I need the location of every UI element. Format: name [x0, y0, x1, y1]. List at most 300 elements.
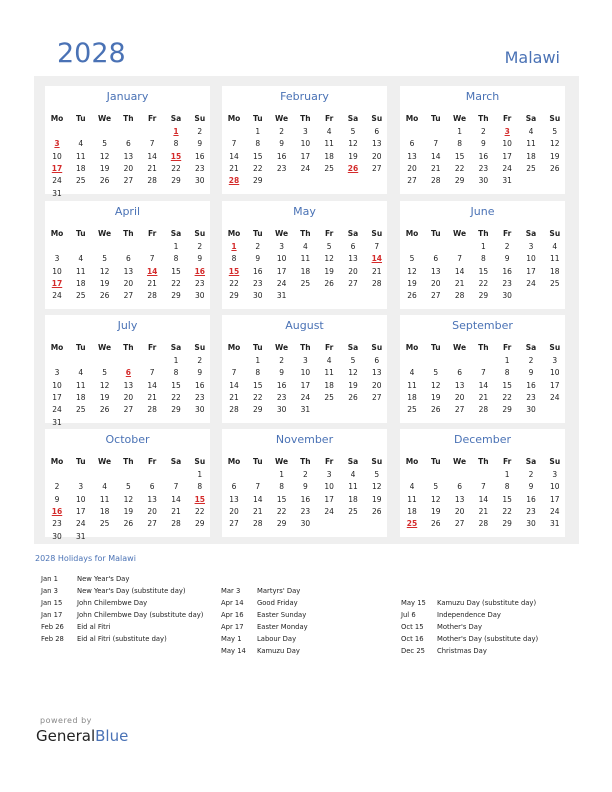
month-october: [45, 429, 210, 541]
day-cell: 4: [326, 356, 332, 365]
day-cell: 24: [276, 278, 287, 288]
day-cell: 18: [324, 151, 334, 161]
holiday-date: 16: [51, 506, 63, 516]
day-cell: 22: [171, 163, 181, 173]
day-cell: 18: [76, 163, 86, 173]
day-cell: 9: [279, 368, 284, 378]
weekday-header: We: [275, 343, 289, 352]
brand-general: General: [36, 727, 96, 745]
holiday-date-label: Feb 26: [41, 623, 64, 631]
day-cell: 18: [324, 380, 334, 390]
day-cell: 10: [550, 482, 560, 492]
weekday-header: Su: [549, 343, 561, 352]
day-cell: 7: [255, 482, 261, 492]
day-cell: 9: [197, 254, 203, 264]
day-cell: 18: [99, 506, 110, 516]
day-cell: 18: [550, 266, 560, 276]
day-cell: 20: [372, 151, 382, 161]
day-cell: 28: [229, 405, 239, 415]
weekday-header: Su: [371, 343, 383, 352]
day-cell: 31: [550, 519, 560, 529]
day-cell: 29: [253, 176, 263, 186]
day-cell: 23: [502, 278, 512, 288]
weekday-header: Tu: [75, 343, 86, 352]
day-cell: 30: [526, 405, 536, 415]
day-cell: 18: [407, 506, 417, 516]
day-cell: 25: [99, 519, 110, 529]
day-cell: 2: [528, 356, 534, 365]
day-cell: 30: [300, 519, 311, 529]
day-cell: 4: [78, 139, 84, 149]
day-cell: 7: [481, 482, 486, 492]
holiday-name-label: New Year's Day: [77, 575, 130, 583]
month-name: December: [453, 433, 512, 446]
day-cell: 27: [454, 519, 465, 529]
weekday-header: Tu: [75, 457, 86, 466]
weekday-header: Th: [300, 229, 311, 238]
day-cell: 4: [350, 470, 356, 479]
day-cell: 21: [454, 278, 465, 288]
day-cell: 8: [173, 139, 179, 149]
brand-blue: Blue: [95, 727, 129, 745]
day-cell: 26: [99, 176, 110, 186]
day-cell: 5: [350, 127, 356, 136]
day-cell: 13: [147, 494, 157, 504]
day-cell: 16: [195, 380, 205, 390]
weekday-header: We: [98, 343, 112, 352]
month-july: [45, 315, 210, 427]
weekday-header: We: [98, 457, 112, 466]
day-cell: 5: [552, 127, 558, 136]
day-cell: 25: [76, 176, 86, 186]
day-cell: 4: [409, 368, 415, 378]
day-cell: 12: [123, 494, 134, 504]
day-cell: 8: [504, 482, 510, 492]
day-cell: 7: [231, 139, 237, 149]
day-cell: 21: [431, 163, 441, 173]
day-cell: 21: [372, 266, 382, 276]
day-cell: 5: [350, 356, 356, 365]
day-cell: 20: [348, 266, 358, 276]
weekday-header: Tu: [252, 114, 263, 123]
holiday-name-label: Easter Monday: [257, 623, 308, 631]
day-cell: 28: [478, 519, 489, 529]
day-cell: 24: [300, 392, 311, 402]
day-cell: 2: [197, 127, 203, 136]
day-cell: 7: [457, 254, 462, 264]
weekday-header: Sa: [170, 343, 182, 352]
day-cell: 30: [276, 405, 287, 415]
day-cell: 6: [457, 368, 462, 378]
day-cell: 20: [431, 278, 441, 288]
day-cell: 28: [372, 278, 382, 288]
weekday-header: Fr: [148, 114, 157, 123]
holiday-date-label: Dec 25: [401, 647, 425, 655]
day-cell: 11: [348, 482, 358, 492]
day-cell: 10: [52, 266, 62, 276]
day-cell: 29: [276, 519, 287, 529]
weekday-header: Tu: [252, 343, 263, 352]
day-cell: 22: [171, 392, 181, 402]
day-cell: 1: [173, 242, 179, 251]
day-cell: 6: [374, 127, 380, 136]
day-cell: 21: [253, 506, 263, 516]
day-cell: 25: [76, 405, 86, 415]
day-cell: 28: [147, 291, 157, 301]
weekday-header: Fr: [325, 457, 334, 466]
day-cell: 23: [52, 519, 62, 529]
holiday-date: 15: [228, 266, 240, 276]
day-cell: 25: [300, 278, 311, 288]
weekday-header: Tu: [430, 343, 441, 352]
day-cell: 13: [372, 139, 382, 149]
day-cell: 5: [433, 368, 439, 378]
weekday-header: Mo: [50, 229, 64, 238]
weekday-header: Fr: [148, 343, 157, 352]
month-june: [400, 201, 565, 309]
holidays-title: 2028 Holidays for Malawi: [35, 554, 136, 563]
day-cell: 31: [502, 176, 512, 186]
day-cell: 23: [276, 163, 287, 173]
day-cell: 20: [372, 380, 382, 390]
day-cell: 21: [478, 506, 489, 516]
weekday-header: Sa: [170, 457, 182, 466]
weekday-header: Su: [549, 114, 561, 123]
day-cell: 20: [123, 392, 134, 402]
weekday-header: We: [98, 114, 112, 123]
day-cell: 14: [478, 494, 489, 504]
day-cell: 18: [76, 278, 86, 288]
day-cell: 21: [147, 163, 157, 173]
day-cell: 5: [374, 470, 380, 479]
day-cell: 29: [502, 405, 512, 415]
day-cell: 22: [253, 163, 263, 173]
holiday-name-label: Kamuzu Day: [257, 647, 300, 655]
day-cell: 5: [126, 482, 131, 492]
day-cell: 11: [300, 254, 311, 264]
holiday-name-label: Good Friday: [257, 599, 298, 607]
month-name: March: [465, 90, 500, 103]
weekday-header: We: [453, 343, 467, 352]
day-cell: 30: [478, 176, 489, 186]
month-january: [45, 86, 210, 198]
day-cell: 3: [54, 368, 60, 378]
day-cell: 6: [350, 242, 356, 251]
weekday-header: Su: [371, 457, 383, 466]
day-cell: 26: [324, 278, 334, 288]
day-cell: 26: [431, 405, 441, 415]
weekday-header: Sa: [170, 229, 182, 238]
day-cell: 28: [253, 519, 263, 529]
day-cell: 20: [123, 278, 134, 288]
day-cell: 23: [478, 163, 489, 173]
month-april: [45, 201, 210, 309]
weekday-header: Tu: [75, 229, 86, 238]
weekday-header: Su: [194, 114, 206, 123]
holiday-date: 26: [347, 163, 359, 173]
holiday-name-label: John Chilembwe Day (substitute day): [77, 611, 204, 619]
weekday-header: Sa: [170, 114, 182, 123]
day-cell: 15: [502, 380, 512, 390]
weekday-header: Fr: [503, 457, 512, 466]
day-cell: 29: [171, 291, 181, 301]
day-cell: 7: [173, 482, 179, 492]
day-cell: 30: [526, 519, 536, 529]
day-cell: 5: [433, 482, 439, 492]
weekday-header: We: [453, 457, 467, 466]
day-cell: 3: [303, 356, 308, 365]
day-cell: 8: [504, 368, 510, 378]
month-name: September: [452, 319, 513, 332]
day-cell: 22: [502, 392, 512, 402]
day-cell: 11: [407, 494, 417, 504]
day-cell: 31: [52, 417, 62, 427]
day-cell: 20: [229, 506, 239, 516]
month-name: May: [293, 205, 316, 218]
day-cell: 19: [407, 278, 417, 288]
holiday-date: 1: [173, 127, 179, 136]
day-cell: 30: [253, 291, 263, 301]
day-cell: 13: [123, 380, 134, 390]
day-cell: 15: [253, 151, 263, 161]
day-cell: 23: [253, 278, 263, 288]
holiday-name-label: Eid al Fitri (substitute day): [77, 635, 167, 643]
day-cell: 15: [253, 380, 263, 390]
day-cell: 22: [502, 506, 512, 516]
day-cell: 18: [300, 266, 311, 276]
holiday-date-label: Jan 17: [41, 611, 63, 619]
day-cell: 11: [526, 139, 536, 149]
day-cell: 24: [52, 405, 62, 415]
day-cell: 25: [324, 163, 334, 173]
holiday-date: 1: [231, 242, 237, 251]
day-cell: 22: [195, 506, 205, 516]
weekday-header: Sa: [347, 343, 359, 352]
weekday-header: Sa: [347, 457, 359, 466]
day-cell: 8: [197, 482, 203, 492]
day-cell: 19: [372, 494, 382, 504]
day-cell: 11: [407, 380, 417, 390]
day-cell: 21: [171, 506, 181, 516]
day-cell: 10: [76, 494, 86, 504]
day-cell: 16: [526, 494, 536, 504]
holiday-name-label: Mother's Day (substitute day): [437, 635, 539, 643]
day-cell: 12: [431, 494, 441, 504]
weekday-header: Th: [300, 343, 311, 352]
day-cell: 24: [324, 506, 334, 516]
holiday-name-label: John Chilembwe Day: [77, 599, 148, 607]
day-cell: 26: [99, 405, 110, 415]
weekday-header: Sa: [347, 229, 359, 238]
day-cell: 13: [372, 368, 382, 378]
day-cell: 12: [324, 254, 334, 264]
weekday-header: Th: [123, 229, 134, 238]
day-cell: 7: [149, 139, 155, 149]
weekday-header: Th: [123, 343, 134, 352]
holiday-date-label: Apr 17: [221, 623, 244, 631]
day-cell: 14: [454, 266, 465, 276]
day-cell: 25: [324, 392, 334, 402]
day-cell: 4: [552, 242, 558, 251]
day-cell: 12: [431, 380, 441, 390]
holiday-date-label: Apr 14: [221, 599, 244, 607]
day-cell: 8: [457, 139, 462, 149]
day-cell: 27: [229, 519, 239, 529]
day-cell: 9: [481, 139, 486, 149]
day-cell: 2: [279, 356, 284, 365]
day-cell: 15: [171, 266, 181, 276]
day-cell: 18: [348, 494, 358, 504]
day-cell: 5: [102, 254, 107, 264]
weekday-header: Su: [371, 114, 383, 123]
day-cell: 10: [300, 368, 311, 378]
day-cell: 8: [255, 368, 261, 378]
day-cell: 19: [431, 506, 441, 516]
day-cell: 24: [550, 506, 560, 516]
weekday-header: Tu: [252, 457, 263, 466]
holiday-name-label: Martyrs' Day: [257, 587, 301, 595]
day-cell: 17: [502, 151, 512, 161]
day-cell: 3: [528, 242, 534, 251]
day-cell: 14: [147, 151, 157, 161]
day-cell: 17: [324, 494, 334, 504]
day-cell: 20: [147, 506, 157, 516]
holiday-date: 6: [125, 368, 131, 378]
day-cell: 2: [528, 470, 534, 479]
day-cell: 18: [526, 151, 536, 161]
holiday-name-label: Eid al Fitri: [77, 623, 111, 631]
day-cell: 2: [303, 470, 308, 479]
day-cell: 13: [454, 380, 465, 390]
weekday-header: Sa: [347, 114, 359, 123]
holiday-date-label: May 14: [221, 647, 246, 655]
weekday-header: Tu: [252, 229, 263, 238]
weekday-header: We: [275, 229, 289, 238]
weekday-header: We: [275, 457, 289, 466]
weekday-header: Su: [549, 229, 561, 238]
day-cell: 26: [431, 519, 441, 529]
weekday-header: Su: [194, 229, 206, 238]
day-cell: 8: [481, 254, 486, 264]
weekday-header: Fr: [148, 457, 157, 466]
day-cell: 26: [407, 291, 417, 301]
holiday-date-label: Jan 1: [41, 575, 58, 583]
day-cell: 3: [78, 482, 84, 492]
month-february: [222, 86, 387, 194]
day-cell: 28: [478, 405, 489, 415]
holiday-date-label: May 1: [221, 635, 242, 643]
day-cell: 19: [99, 163, 110, 173]
weekday-header: Fr: [325, 343, 334, 352]
weekday-header: Fr: [325, 114, 334, 123]
day-cell: 3: [326, 470, 332, 479]
day-cell: 30: [52, 531, 62, 541]
day-cell: 15: [478, 266, 489, 276]
day-cell: 3: [54, 254, 60, 264]
day-cell: 19: [324, 266, 334, 276]
day-cell: 6: [231, 482, 237, 492]
day-cell: 11: [324, 139, 334, 149]
day-cell: 20: [123, 163, 134, 173]
day-cell: 2: [54, 482, 60, 492]
day-cell: 8: [231, 254, 237, 264]
day-cell: 12: [372, 482, 382, 492]
day-cell: 22: [276, 506, 287, 516]
day-cell: 9: [528, 368, 534, 378]
day-cell: 10: [324, 482, 334, 492]
day-cell: 24: [52, 291, 62, 301]
day-cell: 16: [276, 151, 287, 161]
day-cell: 6: [126, 139, 131, 149]
day-cell: 23: [195, 163, 205, 173]
year-title: 2028: [57, 38, 126, 69]
day-cell: 6: [374, 356, 380, 365]
day-cell: 27: [123, 405, 134, 415]
holiday-name-label: Kamuzu Day (substitute day): [437, 599, 537, 607]
holiday-name-label: Easter Sunday: [257, 611, 307, 619]
weekday-header: We: [453, 114, 467, 123]
holiday-date-label: Mar 3: [221, 587, 241, 595]
holiday-date: 15: [170, 151, 182, 161]
day-cell: 19: [99, 278, 110, 288]
day-cell: 1: [255, 127, 261, 136]
day-cell: 31: [52, 188, 62, 198]
day-cell: 9: [197, 139, 203, 149]
day-cell: 29: [502, 519, 512, 529]
weekday-header: Tu: [430, 229, 441, 238]
holiday-date: 3: [54, 139, 60, 149]
weekday-header: Su: [371, 229, 383, 238]
weekday-header: Mo: [50, 114, 64, 123]
weekday-header: Th: [478, 343, 489, 352]
day-cell: 8: [173, 254, 179, 264]
weekday-header: Sa: [525, 343, 537, 352]
weekday-header: Fr: [503, 229, 512, 238]
day-cell: 16: [300, 494, 311, 504]
weekday-header: Fr: [325, 229, 334, 238]
day-cell: 27: [123, 291, 134, 301]
brand-logo[interactable]: [36, 727, 128, 745]
weekday-header: Th: [300, 114, 311, 123]
day-cell: 31: [300, 405, 311, 415]
month-december: [400, 429, 565, 537]
day-cell: 14: [431, 151, 441, 161]
day-cell: 24: [502, 163, 512, 173]
day-cell: 6: [149, 482, 155, 492]
day-cell: 7: [433, 139, 439, 149]
day-cell: 28: [171, 519, 181, 529]
day-cell: 15: [502, 494, 512, 504]
day-cell: 2: [197, 242, 203, 251]
holiday-date-label: May 15: [401, 599, 426, 607]
day-cell: 30: [502, 291, 512, 301]
day-cell: 19: [431, 392, 441, 402]
month-name: July: [117, 319, 138, 332]
day-cell: 28: [147, 176, 157, 186]
day-cell: 10: [300, 139, 311, 149]
day-cell: 12: [348, 368, 358, 378]
day-cell: 16: [276, 380, 287, 390]
month-may: [222, 201, 387, 309]
holiday-name-label: New Year's Day (substitute day): [77, 587, 186, 595]
day-cell: 21: [478, 392, 489, 402]
day-cell: 1: [197, 470, 203, 479]
day-cell: 16: [478, 151, 489, 161]
holiday-date: 28: [228, 176, 240, 186]
day-cell: 12: [550, 139, 560, 149]
day-cell: 20: [454, 506, 465, 516]
day-cell: 12: [99, 380, 110, 390]
